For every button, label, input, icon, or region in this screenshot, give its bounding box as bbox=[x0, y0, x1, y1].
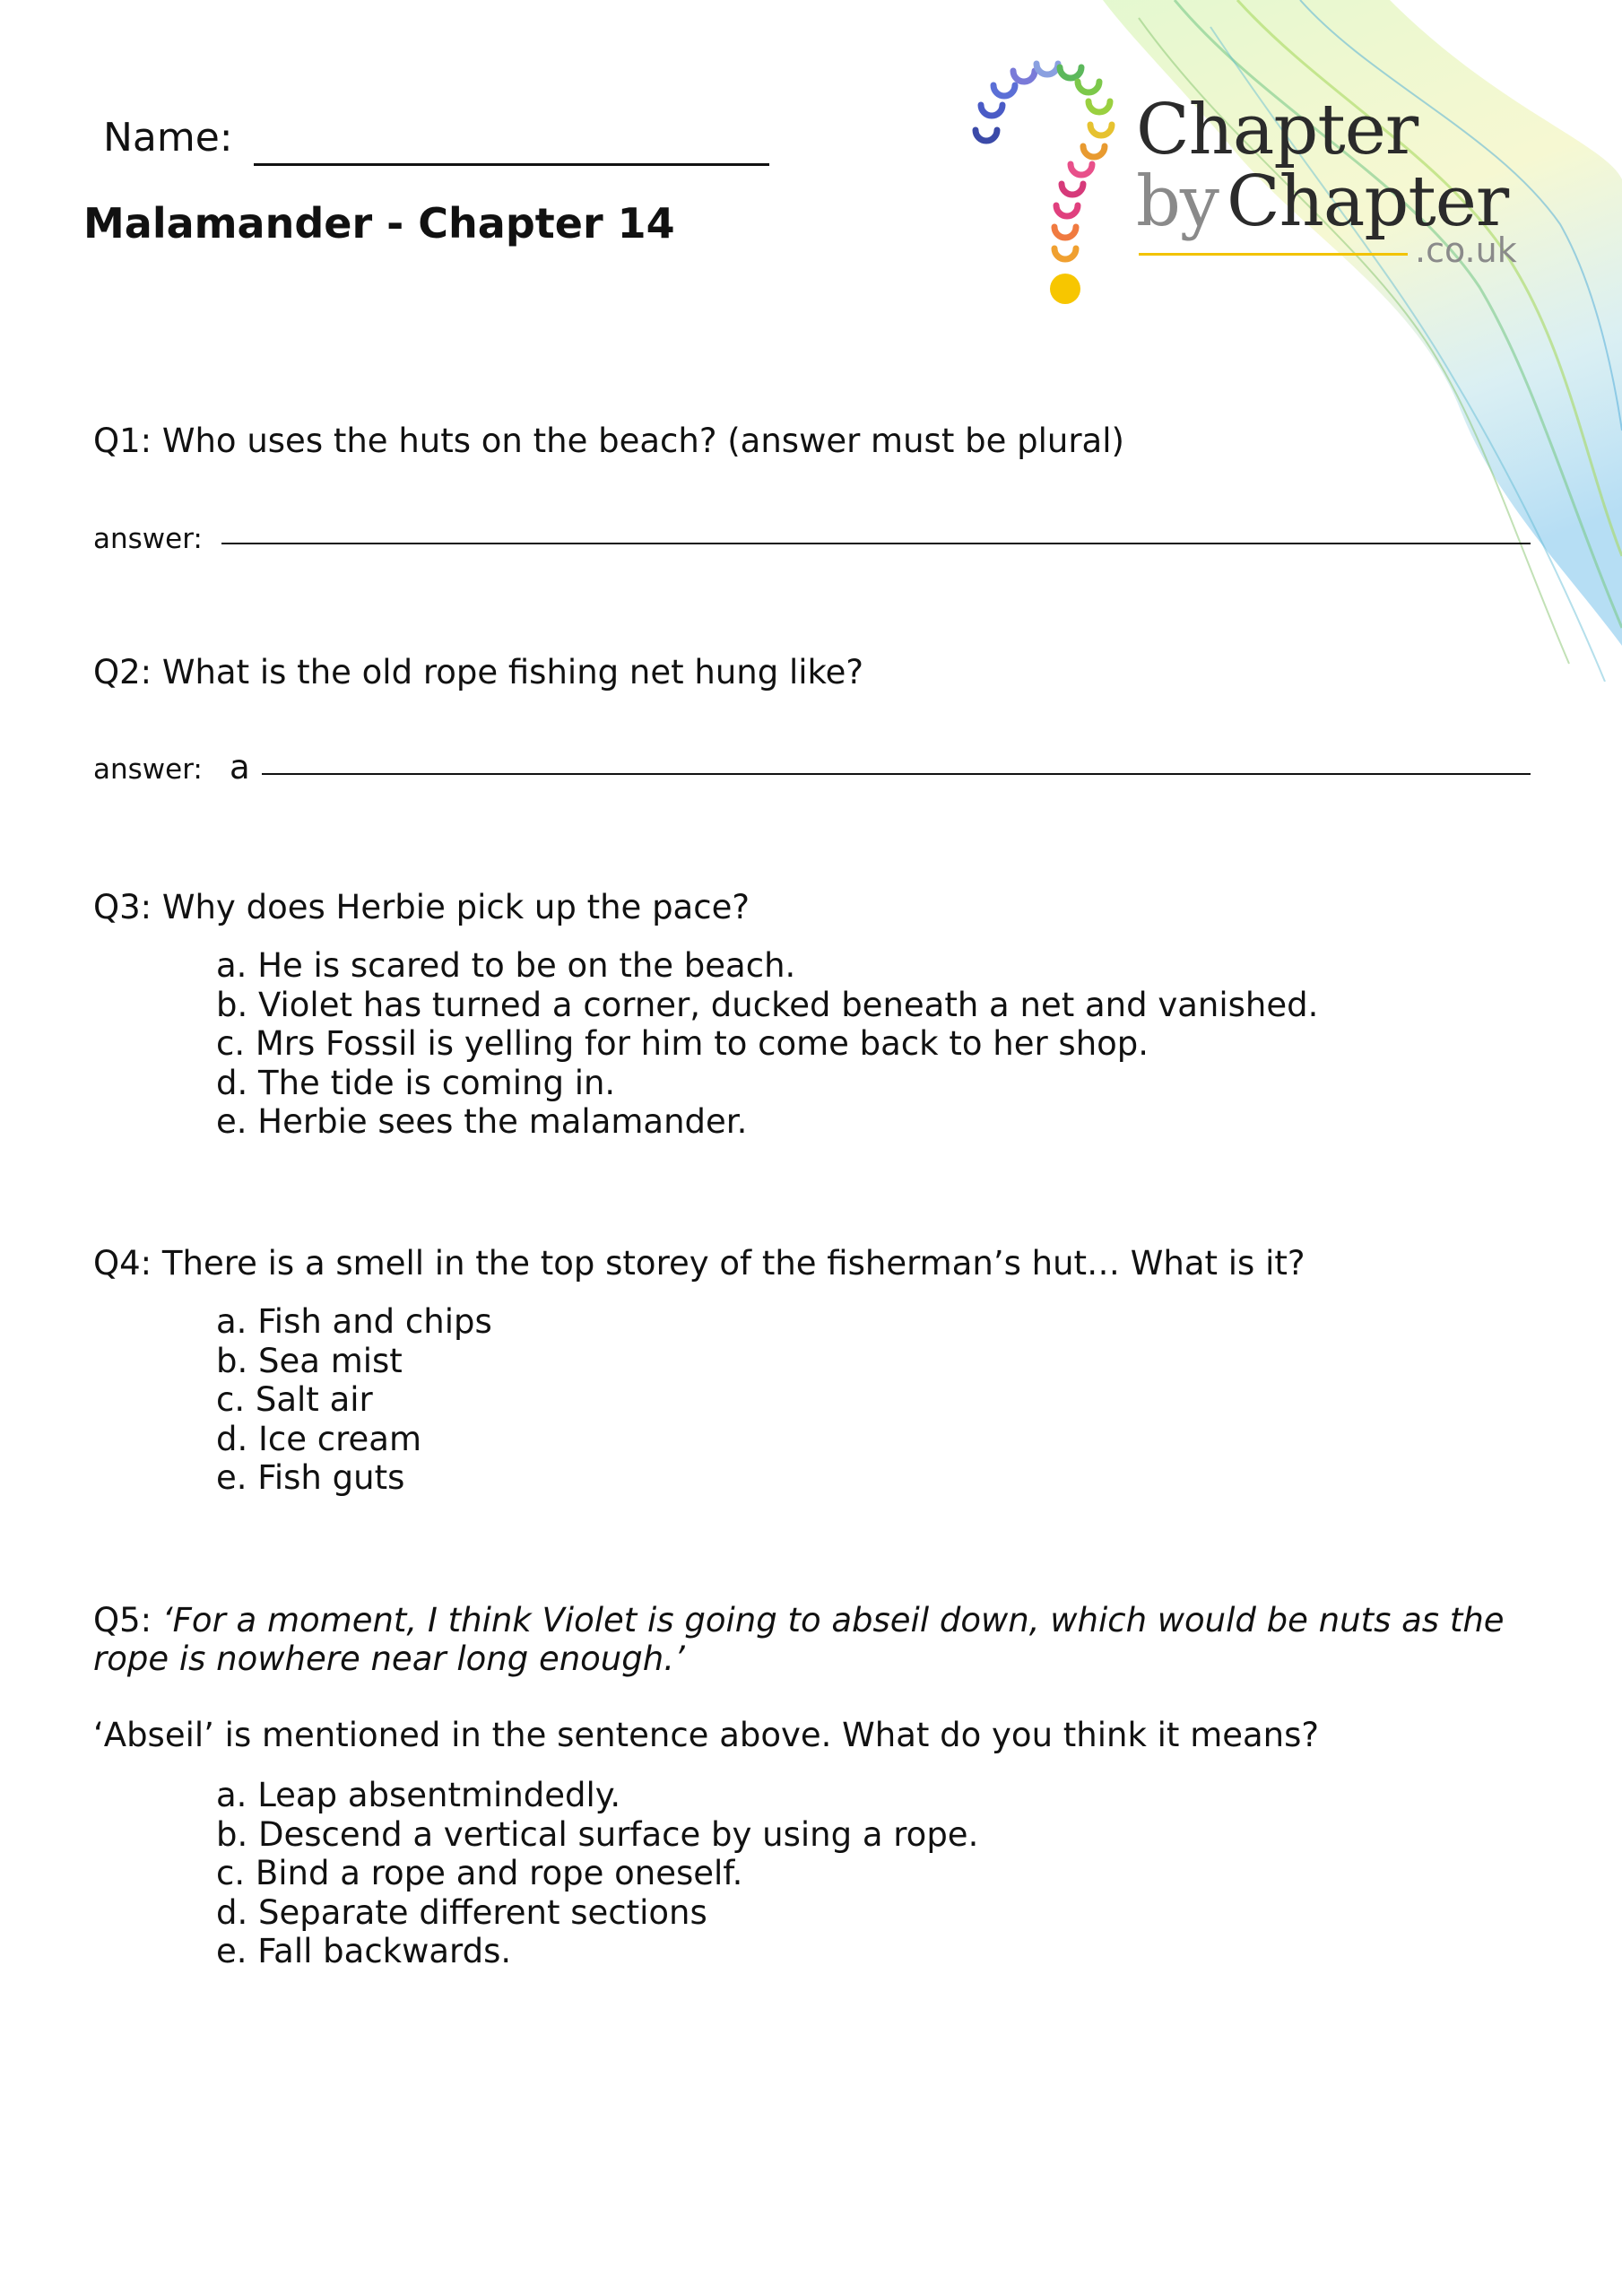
logo-wordmark-by: by bbox=[1136, 161, 1219, 242]
logo-wordmark-chapter: Chapter bbox=[1136, 90, 1418, 170]
option-c[interactable]: c. Mrs Fossil is yelling for him to come back to her shop. bbox=[216, 1024, 1149, 1063]
question-5-options bbox=[216, 1776, 978, 1971]
option-b[interactable]: b. Sea mist bbox=[216, 1341, 403, 1380]
logo-underline bbox=[1139, 253, 1408, 256]
question-5: ‘Abseil’ is mentioned in the sentence above. What do you think it means? bbox=[93, 1716, 1320, 1754]
option-d[interactable]: d. Separate different sections bbox=[216, 1892, 707, 1932]
question-5-quote bbox=[93, 1601, 1528, 1678]
question-5-prefix: Q5: bbox=[93, 1601, 162, 1639]
option-e[interactable]: e. Fish guts bbox=[216, 1458, 405, 1497]
option-c[interactable]: c. Bind a rope and rope oneself. bbox=[216, 1854, 743, 1892]
logo-wordmark-chapter-2: Chapter bbox=[1227, 161, 1509, 242]
logo-domain: .co.uk bbox=[1415, 230, 1517, 270]
option-d[interactable]: d. Ice cream bbox=[216, 1419, 422, 1458]
option-e[interactable]: e. Herbie sees the malamander. bbox=[216, 1102, 748, 1141]
question-5-quote-text: ‘For a moment, I think Violet is going to abseil down, which would be nuts as the rope is nowhere near long enough.’ bbox=[93, 1601, 1505, 1678]
question-4-options bbox=[216, 1302, 492, 1498]
option-a[interactable]: a. He is scared to be on the beach. bbox=[216, 946, 796, 985]
worksheet-title: Malamander - Chapter 14 bbox=[83, 199, 675, 248]
answer-1-label: answer: bbox=[93, 523, 203, 555]
option-a[interactable]: a. Leap absentmindedly. bbox=[216, 1776, 621, 1814]
answer-2-field[interactable] bbox=[262, 773, 1531, 775]
name-field[interactable] bbox=[254, 163, 769, 166]
option-e[interactable]: e. Fall backwards. bbox=[216, 1932, 512, 1970]
question-3: Q3: Why does Herbie pick up the pace? bbox=[93, 888, 750, 926]
answer-2-prefix: a bbox=[230, 748, 250, 787]
question-mark-books-icon bbox=[968, 49, 1125, 314]
option-d[interactable]: d. The tide is coming in. bbox=[216, 1063, 616, 1102]
answer-1-field[interactable] bbox=[221, 543, 1531, 544]
question-1: Q1: Who uses the huts on the beach? (answer must be plural) bbox=[93, 422, 1124, 460]
question-3-options bbox=[216, 946, 1318, 1142]
option-b[interactable]: b. Descend a vertical surface by using a rope. bbox=[216, 1814, 979, 1854]
name-label: Name: bbox=[103, 115, 233, 161]
question-2: Q2: What is the old rope fishing net hung like? bbox=[93, 653, 864, 691]
question-4: Q4: There is a smell in the top storey of the fisherman’s hut… What is it? bbox=[93, 1244, 1305, 1283]
answer-2-label: answer: bbox=[93, 753, 203, 786]
option-b[interactable]: b. Violet has turned a corner, ducked beneath a net and vanished. bbox=[216, 985, 1319, 1024]
option-c[interactable]: c. Salt air bbox=[216, 1380, 373, 1419]
option-a[interactable]: a. Fish and chips bbox=[216, 1302, 492, 1341]
